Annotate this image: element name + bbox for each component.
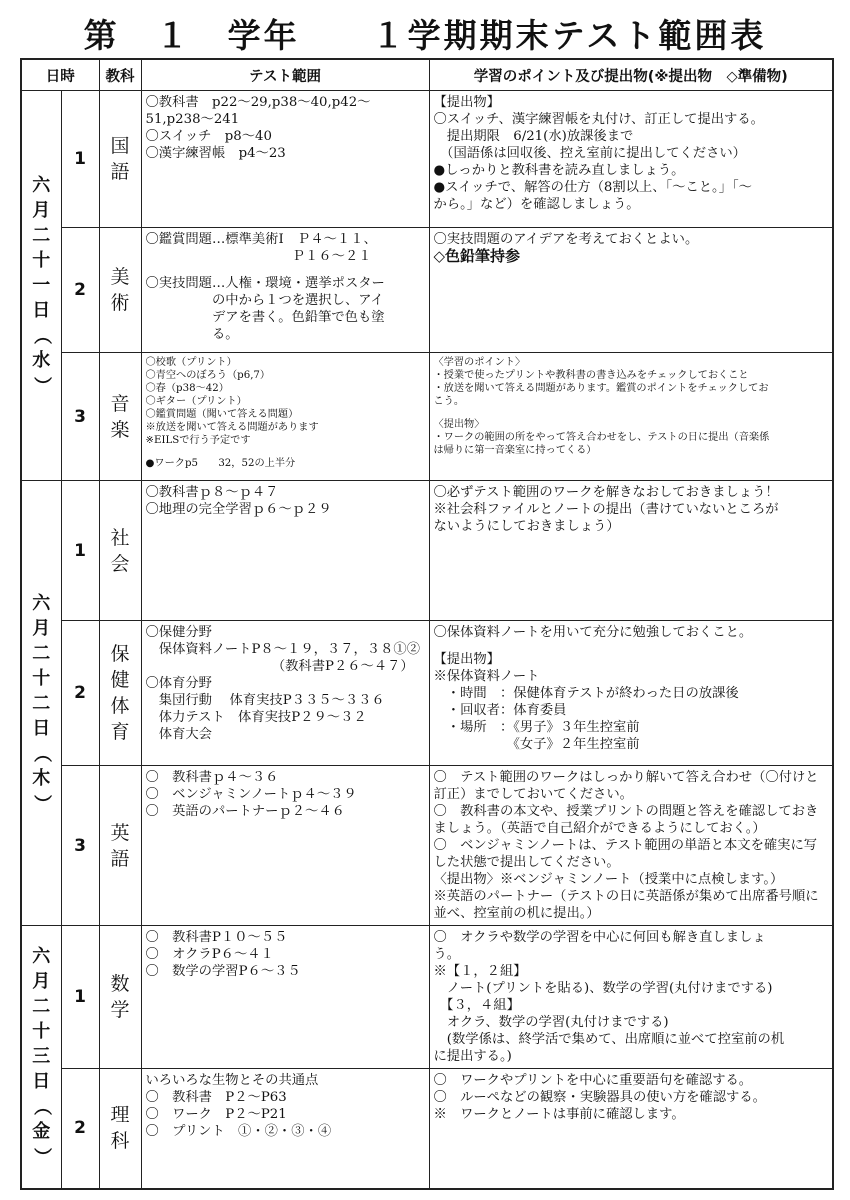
day-char: 水 [32,350,51,371]
range-cell [141,766,429,926]
period-cell: 1 [61,481,99,621]
text-line: ・ワークの範囲の所をやって答え合わせをし、テストの日に提出（音楽係 [433,432,770,443]
range-cell [141,621,429,766]
text-line: 並べ、控室前の机に提出。） [433,906,600,921]
text-line: 〇 ルーペなどの観察・実験器具の使い方を確認する。 [433,1090,766,1105]
text-line: （国語係は回収後、控え室前に提出してください） [433,146,746,161]
subject-cell [99,1069,141,1189]
text-line: う。 [433,947,461,962]
subject-char: 健 [110,669,130,691]
day-cell [21,91,61,481]
text-line: ないようにしておきましょう） [433,519,620,534]
points-cell [429,91,833,228]
day-char: 十 [32,667,51,689]
text-line: 訂正）までしておいてください。 [433,787,633,802]
day-char: 十 [32,1021,51,1043]
text-line: ・授業で使ったプリントや教科書の書き込みをチェックしておくこと [433,370,749,381]
day-char: ） [30,376,52,395]
text-line: ※保体資料ノート [433,669,540,684]
text-line [434,641,829,651]
text-line: 〇 数学の学習P６～３５ [145,964,301,979]
text-line: (数学係は、終学活で集めて、出席順に並べて控室前の机 [433,1032,785,1047]
subject-cell [99,91,141,228]
text-line: 〇教科書ｐ８～ｐ４７ [145,485,279,500]
text-line: 〇スイッチ、漢字練習帳を丸付け、訂正して提出する。 [433,112,764,127]
day-char: 二 [32,225,51,246]
text-line: 〇教科書 p22～29,p38～40,p42～ [145,95,371,110]
text-line: ※【１，２組】 [433,964,527,979]
day-char: 日 [32,300,51,321]
text-line: 体育大会 [145,727,212,742]
text-line: 《女子》２年生控室前 [433,737,640,752]
day-char: ） [30,794,52,812]
text-line: ・放送を聞いて答える問題があります。鑑賞のポイントをチェックしてお [433,383,769,394]
text-line: 体力テスト 体育実技P２９～３２ [145,710,367,725]
header-points: 学習のポイント及び提出物(※提出物 ◇準備物) [429,59,833,91]
text-line: 〇 オクラや数学の学習を中心に何回も解き直しましょ [433,930,766,945]
test-range-table [20,58,834,1190]
day-char: （ [30,326,52,345]
subject-cell [99,766,141,926]
text-line: の中から１つを選択し、アイ [145,293,384,308]
text-line: 〇 ワーク P２～P21 [145,1107,287,1122]
text-line: 〇 ワークやプリントを中心に重要語句を確認する。 [433,1073,753,1088]
text-line: オクラ、数学の学習(丸付けまでする) [433,1015,669,1030]
text-line: ●スイッチで、解答の仕方（8割以上、「～こと。」「～ [433,180,752,195]
table-row [21,1069,833,1189]
text-line: ・場所 ：《男子》３年生控室前 [433,720,640,735]
text-line: ましょう。（英語で自己紹介ができるようにしておく。） [433,821,766,836]
text-line [146,447,425,457]
period-cell: 3 [61,353,99,481]
day-char: 日 [32,1071,51,1093]
text-line: 〇体育分野 [145,676,212,691]
period-cell: 2 [61,1069,99,1189]
header-date-period: 日時 [21,59,99,91]
table-row [21,353,833,481]
subject-char: 美 [110,266,130,288]
text-line: こう。 [433,396,465,407]
text-line: 〇 教科書 P２～P63 [145,1090,287,1105]
text-line: 〇 オクラP６～４１ [145,947,274,962]
header-range: テスト範囲 [141,59,429,91]
range-cell [141,1069,429,1189]
day-char: 六 [32,946,51,968]
subject-cell [99,353,141,481]
points-cell [429,481,833,621]
subject-cell [99,481,141,621]
text-line: 〇必ずテスト範囲のワークを解きなおしておきましょう！ [433,485,779,500]
points-cell [429,228,833,353]
subject-char: 国 [110,135,130,157]
day-char: 二 [32,642,51,664]
subject-char: 楽 [110,418,130,441]
points-cell [429,1069,833,1189]
text-line: ※EILSで行う予定です [145,435,251,446]
text-line: 〇地理の完全学習ｐ６～ｐ２９ [145,502,332,517]
text-line: 〈提出物〉※ベンジャミンノート（授業中に点検します。） [433,872,784,887]
subject-cell [99,621,141,766]
subject-char: 理 [110,1104,130,1127]
day-char: 一 [32,275,51,296]
day-char: 日 [32,717,51,739]
subject-char: 術 [110,292,130,314]
range-cell [141,228,429,353]
header-row [21,59,833,91]
table-row [21,926,833,1069]
text-line: 〈提出物〉 [433,419,485,430]
day-char: 月 [32,617,51,639]
text-line: 〇実技問題…人権・環境・選挙ポスター [145,276,385,291]
text-line: 【提出物】 [433,95,500,110]
text-line: した状態で提出してください。 [433,855,620,870]
text-line: 〇ギター（プリント） [145,396,247,407]
period-cell: 1 [61,926,99,1069]
table-row [21,766,833,926]
text-line: 〇 教科書の本文や、授業プリントの問題と答えを確認しておき [433,804,819,819]
day-char: （ [30,744,52,762]
header-subject: 教科 [99,59,141,91]
text-line: 51,p238～241 [145,112,240,127]
text-line: は帰りに第一音楽室に持ってくる） [433,445,597,456]
points-cell [429,621,833,766]
points-cell [429,766,833,926]
table-row [21,481,833,621]
subject-char: 社 [110,526,130,549]
table-row [21,91,833,228]
range-cell [141,926,429,1069]
text-line: 〇 ベンジャミンノートｐ４～３９ [145,787,357,802]
text-line: 〇 プリント ①・②・③・④ [145,1124,332,1139]
page-title: 第 １ 学年 １学期期末テスト範囲表 [83,16,767,55]
text-line: ノート(プリントを貼る)、数学の学習(丸付けまでする) [433,981,773,996]
period-cell: 2 [61,228,99,353]
text-line: る。 [145,327,239,342]
text-line [434,408,829,418]
text-line: ※英語のパートナー（テストの日に英語係が集めて出席番号順に [433,889,819,904]
text-line: ※放送を聞いて答える問題があります [145,422,319,433]
text-line: 【３，４組】 [433,998,520,1013]
points-cell [429,926,833,1069]
text-line: 〇青空へのぼろう（p6,7） [145,370,271,381]
text-line: 〇 教科書P１０～５５ [145,930,288,945]
day-char: 金 [32,1121,51,1143]
period-cell: 3 [61,766,99,926]
text-line: 〇 ベンジャミンノートは、テスト範囲の単語と本文を確実に写 [433,838,818,853]
text-line: 〇保健分野 [145,625,212,640]
text-line: 〈学習のポイント〉 [433,357,526,368]
subject-char: 学 [110,999,130,1021]
subject-char: 数 [110,973,130,995]
day-char: 月 [32,200,51,221]
period-cell: 1 [61,91,99,228]
day-cell [21,926,61,1189]
period-cell: 2 [61,621,99,766]
day-char: 二 [32,692,51,714]
text-line: 〇漢字練習帳 p4～23 [145,146,286,161]
text-line: いろいろな生物とその共通点 [145,1073,319,1088]
subject-char: 科 [110,1130,130,1153]
subject-cell [99,926,141,1069]
text-line: 〇 英語のパートナーｐ２～４６ [145,804,345,819]
text-line: ・時間 ：保健体育テストが終わった日の放課後 [433,686,739,701]
text-line: 〇 テスト範囲のワークはしっかり解いて答え合わせ（〇付けと [433,770,819,785]
text-line: に提出する。) [433,1049,512,1064]
day-char: ） [30,1147,52,1166]
range-cell [141,91,429,228]
day-char: 六 [32,592,51,614]
text-line: 〇春（p38～42） [145,383,229,394]
text-line: 集団行動 体育実技P３３５～３３６ [145,693,385,708]
subject-char: 育 [110,721,130,743]
text-line: Ｐ１６～２１ [145,249,372,264]
day-char: （ [30,1097,52,1116]
day-char: 二 [32,996,51,1018]
subject-cell [99,228,141,353]
text-line: 〇実技問題のアイデアを考えておくとよい。 [433,232,699,247]
text-line: 〇校歌（プリント） [145,357,237,368]
table-row [21,228,833,353]
day-char: 木 [32,767,51,789]
text-line: デアを書く。色鉛筆で色も塗 [145,310,385,325]
text-line: 保体資料ノートP８～１９，３７，３８①② [145,642,420,657]
subject-char: 語 [110,847,130,870]
text-line: から。」など）を確認しましょう。 [433,197,640,212]
text-line: 【提出物】 [433,652,500,667]
text-line: 提出期限 6/21(水)放課後まで [433,129,634,144]
text-line: ◇色鉛筆持参 [433,247,521,265]
text-line: 〇鑑賞問題…標準美術Ⅰ Ｐ４～１１、 [145,232,377,247]
day-char: 六 [32,175,51,196]
text-line: ●ワークp5 32，52の上半分 [145,458,296,469]
range-cell [141,481,429,621]
text-line: ・回収者：体育委員 [433,703,567,718]
subject-char: 音 [110,392,130,415]
subject-char: 英 [110,821,130,844]
day-char: 月 [32,971,51,993]
subject-char: 会 [110,552,130,575]
text-line: ※社会科ファイルとノートの提出（書けていないところが [433,502,779,517]
text-line: 〇鑑賞問題（聞いて答える問題） [145,409,299,420]
text-line: ●しっかりと教科書を読み直しましょう。 [433,163,685,178]
text-line: ※ ワークとノートは事前に確認します。 [433,1107,685,1122]
text-line: （教科書P２６～４７） [145,659,414,674]
subject-char: 語 [110,161,130,183]
text-line: 〇 教科書ｐ４～３６ [145,770,279,785]
points-cell [429,353,833,481]
table-row [21,621,833,766]
range-cell [141,353,429,481]
day-cell [21,481,61,926]
subject-char: 保 [110,643,130,665]
subject-char: 体 [110,695,130,717]
day-char: 十 [32,250,51,271]
text-line: 〇保体資料ノートを用いて充分に勉強しておくこと。 [433,625,753,640]
text-line [146,265,425,275]
text-line: 〇スイッチ p8～40 [145,129,272,144]
day-char: 三 [32,1046,51,1068]
